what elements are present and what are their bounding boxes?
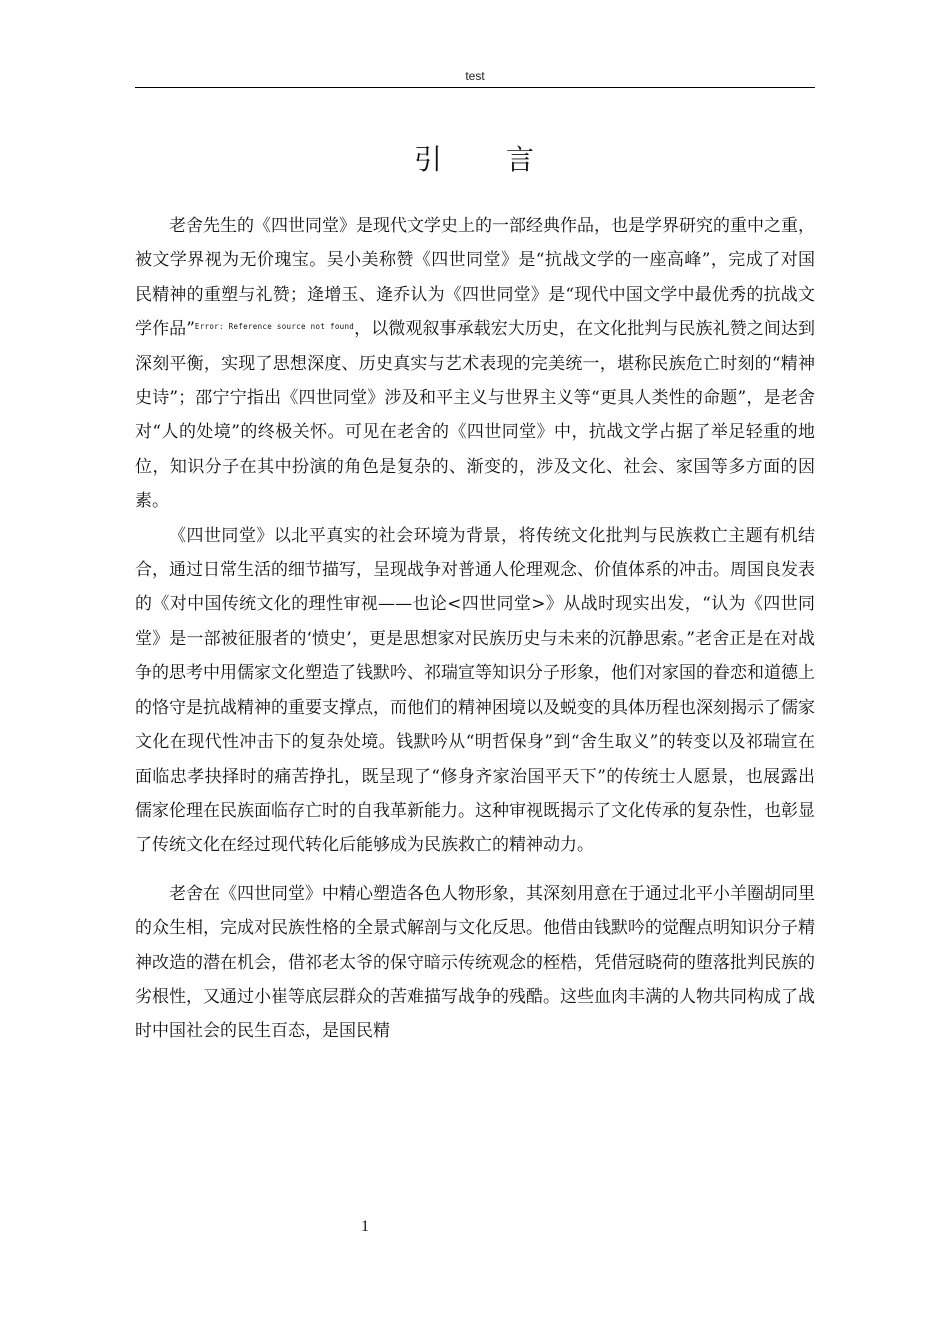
body-text (135, 209, 815, 1049)
paragraph-1-text-b: ，以微观叙事承载宏大历史，在文化批判与民族礼赞之间达到深刻平衡，实现了思想深度、历史真实与艺术表现的完美统一，堪称民族危亡时刻的“精神史诗”；邵宁宁指出《四世同堂》涉及和平主义与世界主义等“更具人类性的命题”，是老舍对“人的处境”的终极关怀。可见在老舍的《四世同堂》中，抗战文学占据了举足轻重的地位，知识分子在其中扮演的角色是复杂的、渐变的，涉及文化、社会、家国等多方面的因素。 (135, 319, 815, 512)
reference-error-note: Error: Reference source not found (194, 322, 355, 332)
paragraph-1-text-a: 老舍先生的《四世同堂》是现代文学史上的一部经典作品，也是学界研究的重中之重，被文学界视为无价瑰宝。吴小美称赞《四世同堂》是“抗战文学的一座高峰”，完成了对国民精神的重塑与礼赞；逄增玉、逄乔认为《四世同堂》是“现代中国文学中最优秀的抗战文学作品” (135, 216, 815, 340)
title-char-2: 言 (506, 143, 537, 176)
header-divider (135, 87, 815, 88)
section-title (135, 140, 815, 180)
paragraph-1 (135, 209, 815, 519)
running-header: test (465, 69, 485, 83)
paragraph-2: 《四世同堂》以北平真实的社会环境为背景，将传统文化批判与民族救亡主题有机结合，通过日常生活的细节描写，呈现战争对普通人伦理观念、价值体系的冲击。周国良发表的《对中国传统文化的理性审视——也论<四世同堂>》从战时现实出发，“认为《四世同堂》是一部被征服者的‘愤史’，更是思想家对民族历史与未来的沉静思索。”老舍正是在对战争的思考中用儒家文化塑造了钱默吟、祁瑞宣等知识分子形象，他们对家国的眷恋和道德上的恪守是抗战精神的重要支撑点，而他们的精神困境以及蜕变的具体历程也深刻揭示了儒家文化在现代性冲击下的复杂处境。钱默吟从“明哲保身”到“舍生取义”的转变以及祁瑞宣在面临忠孝抉择时的痛苦挣扎，既呈现了“修身齐家治国平天下”的传统士人愿景，也展露出儒家伦理在民族面临存亡时的自我革新能力。这种审视既揭示了文化传承的复杂性，也彰显了传统文化在经过现代转化后能够成为民族救亡的精神动力。 (135, 525, 815, 856)
page-number: 1 (361, 1218, 369, 1235)
title-char-1: 引 (413, 143, 444, 176)
paragraph-3: 老舍在《四世同堂》中精心塑造各色人物形象，其深刻用意在于通过北平小羊圈胡同里的众生相，完成对民族性格的全景式解剖与文化反思。他借由钱默吟的觉醒点明知识分子精神改造的潜在机会，借祁老太爷的保守暗示传统观念的桎梏，凭借冠晓荷的堕落批判民族的劣根性，又通过小崔等底层群众的苦难描写战争的残酷。这些血肉丰满的人物共同构成了战时中国社会的民生百态，是国民精 (135, 883, 815, 1042)
